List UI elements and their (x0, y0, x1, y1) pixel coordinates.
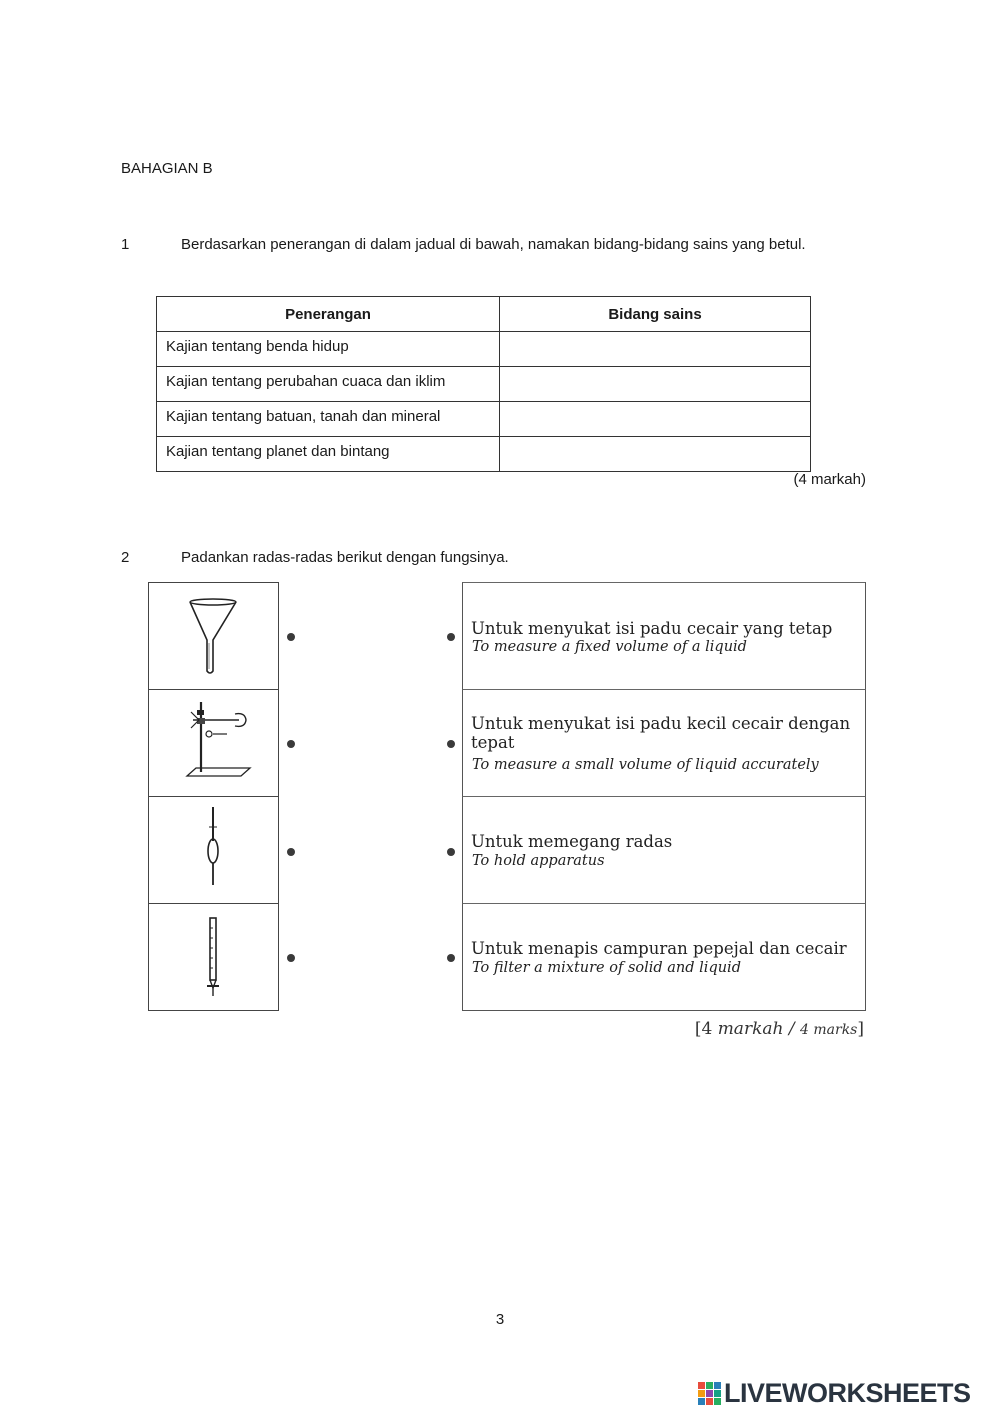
marks-ms: markah (717, 1019, 784, 1039)
match-dot-left-4[interactable] (287, 954, 295, 962)
marks-en: 4 marks (800, 1022, 858, 1038)
row-description: Kajian tentang benda hidup (157, 332, 500, 367)
marks-close: ] (857, 1019, 864, 1039)
question-1-marks: (4 markah) (793, 471, 866, 488)
table-row (157, 367, 811, 402)
function-text-ms: Untuk menyukat isi padu cecair yang tetap (471, 619, 833, 638)
logo-square-blue (714, 1382, 721, 1389)
retort-stand-icon (149, 690, 278, 796)
logo-square-purple (706, 1390, 713, 1397)
burette-icon (149, 904, 278, 1010)
table-row (157, 437, 811, 472)
function-box (462, 903, 866, 1011)
marks-sep: / (783, 1019, 801, 1039)
match-dot-right-4[interactable] (447, 954, 455, 962)
question-2-marks (695, 1019, 864, 1039)
row-description: Kajian tentang perubahan cuaca dan iklim (157, 367, 500, 402)
row-description: Kajian tentang planet dan bintang (157, 437, 500, 472)
function-text-ms: Untuk menapis campuran pepejal dan cecair (471, 939, 847, 958)
function-text-ms: Untuk menyukat isi padu kecil cecair dengan tepat (471, 714, 851, 752)
brand-name: LIVEWORKSHEETS (724, 1378, 971, 1408)
match-dot-right-1[interactable] (447, 633, 455, 641)
table-header-row (157, 297, 811, 332)
match-dot-right-3[interactable] (447, 848, 455, 856)
question-2-text: Padankan radas-radas berikut dengan fungsinya. (181, 549, 509, 566)
question-1-text: Berdasarkan penerangan di dalam jadual di bawah, namakan bidang-bidang sains yang betul. (181, 236, 806, 253)
answer-cell[interactable] (500, 402, 811, 437)
logo-square-green (706, 1382, 713, 1389)
function-text-ms: Untuk memegang radas (471, 832, 673, 851)
match-dot-left-1[interactable] (287, 633, 295, 641)
funnel-icon (149, 583, 278, 689)
function-text-en: To measure a fixed volume of a liquid (472, 639, 747, 655)
function-text-en: To hold apparatus (472, 853, 605, 869)
marks-open: [4 (694, 1019, 718, 1039)
logo-square-teal (714, 1390, 721, 1397)
logo-square-red-2 (706, 1398, 713, 1405)
match-dot-right-2[interactable] (447, 740, 455, 748)
apparatus-box-funnel (148, 582, 279, 689)
answer-cell[interactable] (500, 367, 811, 402)
table-row (157, 402, 811, 437)
function-box (462, 689, 866, 796)
function-box (462, 582, 866, 689)
row-description: Kajian tentang batuan, tanah dan mineral (157, 402, 500, 437)
match-dot-left-3[interactable] (287, 848, 295, 856)
question-2-number: 2 (121, 549, 130, 566)
apparatus-box-burette (148, 903, 279, 1011)
question-1-number: 1 (121, 236, 130, 253)
pipette-icon (149, 797, 278, 903)
answer-cell[interactable] (500, 437, 811, 472)
match-dot-left-2[interactable] (287, 740, 295, 748)
function-text-en: To measure a small volume of liquid accurately (472, 757, 819, 773)
apparatus-box-pipette (148, 796, 279, 903)
answer-cell[interactable] (500, 332, 811, 367)
section-title: BAHAGIAN B (121, 160, 213, 177)
logo-square-green-2 (714, 1398, 721, 1405)
function-text-en: To filter a mixture of solid and liquid (472, 960, 741, 976)
logo-square-blue-2 (698, 1398, 705, 1405)
function-box (462, 796, 866, 903)
header-bidang-sains: Bidang sains (500, 297, 811, 332)
page-number: 3 (495, 1311, 505, 1328)
logo-square-red (698, 1382, 705, 1389)
science-fields-table (156, 296, 811, 472)
table-row (157, 332, 811, 367)
apparatus-box-retort-stand (148, 689, 279, 796)
logo-square-orange (698, 1390, 705, 1397)
header-penerangan: Penerangan (157, 297, 500, 332)
